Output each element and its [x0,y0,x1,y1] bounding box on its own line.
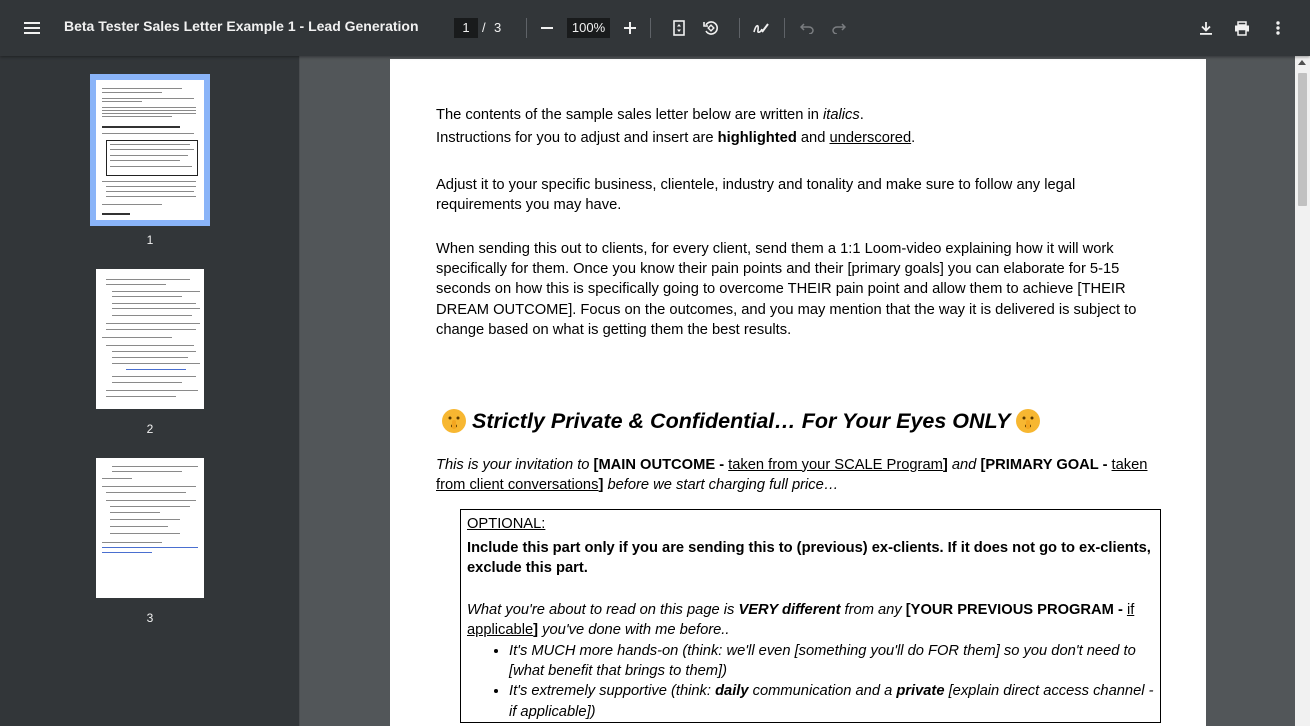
thumbnail-label: 2 [146,422,154,436]
paragraph-loom: When sending this out to clients, for every client, send them a 1:1 Loom-video explaining how it will work specifically for them. Once you know their pain points and their [primary goals] you can elaborate for 5-15 seconds on how this is specifically going to overcome THEIR pain point and allow them to achieve [THEIR DREAM OUTCOME]. Focus on the outcomes, and you may mention that the way it is delivered is subject to change based on what is getting them the best results. [436,240,1137,339]
hamburger-menu-icon[interactable] [16,12,48,44]
page-thumbnail-3[interactable] [96,458,204,598]
zoom-in-icon[interactable] [614,12,646,44]
thumbnail-label: 1 [146,233,154,247]
pdf-toolbar [0,0,1310,56]
redo-icon[interactable] [823,12,855,44]
thumbnail-sidebar [0,56,300,726]
zoom-out-icon[interactable] [531,12,563,44]
print-icon[interactable] [1226,12,1258,44]
optional-box [460,509,1161,723]
optional-intro: What you're about to read on this page is VERY different from any [YOUR PREVIOUS PROGRAM - if applicable] you've done with me before.. [467,601,1135,639]
paragraph-adjust: Adjust it to your specific business, clientele, industry and tonality and make sure to follow any legal requirements you may have. [436,176,1076,214]
page-number-input[interactable]: 1 [454,18,478,38]
heading-text: Strictly Private & Confidential… For Your Eyes ONLY [472,408,1011,433]
rotate-icon[interactable] [695,12,727,44]
undo-icon[interactable] [791,12,823,44]
thumbnail-label: 3 [146,611,154,625]
shushing-face-icon [1014,407,1042,435]
page-thumbnail-1[interactable] [96,80,204,220]
optional-instruction: Include this part only if you are sending this to (previous) ex-clients. If it does not go to ex-clients, exclude this part. [467,539,1151,577]
page-content [436,105,1161,723]
more-vert-icon[interactable] [1262,12,1294,44]
scroll-up-arrow-icon[interactable] [1298,60,1306,65]
download-icon[interactable] [1190,12,1222,44]
zoom-input[interactable]: 100% [567,18,610,38]
invitation-paragraph: This is your invitation to [MAIN OUTCOME - taken from your SCALE Program] and [PRIMARY GOAL - taken from client conversations] before we start charging full price… [436,456,1148,494]
toolbar-divider [784,18,785,38]
toolbar-divider [526,18,527,38]
intro-line-2: Instructions for you to adjust and insert are highlighted and underscored. [436,130,916,147]
confidential-heading [436,407,1161,435]
annotate-icon[interactable] [745,12,777,44]
intro-line-1: The contents of the sample sales letter below are written in italics. [436,107,864,123]
list-item: • It's extremely supportive (think: daily communication and a private [explain direct access channel - if applicable]) [509,681,1154,722]
vertical-scrollbar[interactable] [1295,56,1310,726]
pdf-page [390,59,1206,726]
benefits-list [509,641,1154,723]
page-thumbnail-2[interactable] [96,269,204,409]
toolbar-divider [650,18,651,38]
shushing-face-icon [440,407,468,435]
list-item: • It's MUCH more hands-on (think: we'll even [something you'll do FOR them] so you don't need to [what benefit that brings to them]) [509,641,1154,682]
optional-label: OPTIONAL: [467,516,546,533]
page-separator: / [482,20,486,35]
document-viewer[interactable] [301,56,1295,726]
fit-page-icon[interactable] [663,12,695,44]
document-title: Beta Tester Sales Letter Example 1 - Lead Generation [64,18,419,34]
total-pages: 3 [494,20,502,35]
toolbar-divider [739,18,740,38]
scrollbar-thumb[interactable] [1298,73,1307,206]
